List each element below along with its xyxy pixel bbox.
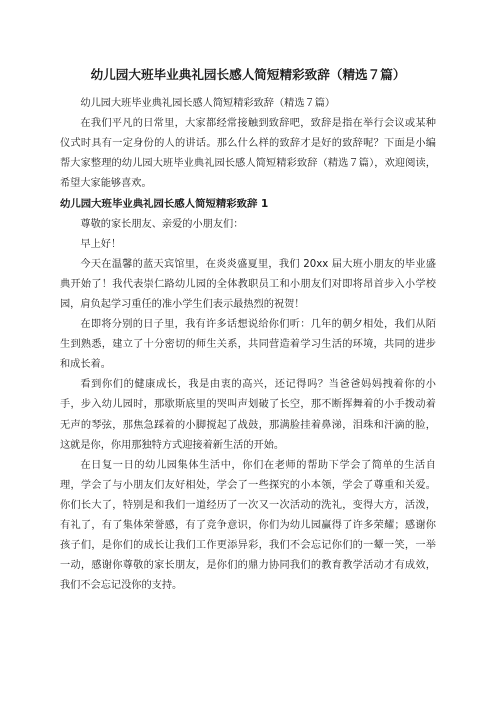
document-subtitle: 幼儿园大班毕业典礼园长感人简短精彩致辞（精选７篇）: [80, 98, 336, 109]
body-paragraph: 看到你们的健康成长，我是由衷的高兴，还记得吗？当爸爸妈妈拽着你的小手，步入幼儿园时，那歇斯底里的哭叫声划破了长空，那不断挥舞着的小手拨动着无声的琴弦，那焦急踩着的小脚搅起了战鼓，那满脸挂着鼻涕，泪珠和汗滴的脸，这就是你，你用那独特方式迎接着新生活的开始。: [60, 379, 436, 451]
intro-paragraph: 在我们平凡的日常里，大家都经常接触到致辞吧，致辞是指在举行会议或某种仪式时具有一定身份的人的讲话。那么什么样的致辞才是好的致辞呢？下面是小编帮大家整理的幼儿园大班毕业典礼园长感人简短精彩致辞（精选７篇），欢迎阅读，希望大家能够喜欢。: [60, 118, 436, 190]
document-title: 幼儿园大班毕业典礼园长感人简短精彩致辞（精选７篇）: [90, 67, 406, 82]
body-paragraph: 今天在温馨的蓝天宾馆里，在炎炎盛夏里，我们 20xx 届大班小朋友的毕业盛典开始了！我代表崇仁路幼儿园的全体教职员工和小朋友们对即将昂首步入小学校园，肩负起学习重任的准小学生们表示最热烈的祝贺！: [60, 258, 436, 310]
salutation-paragraph: 尊敬的家长朋友、亲爱的小朋友们：: [80, 218, 244, 230]
greeting-paragraph: 早上好！: [80, 238, 122, 250]
body-paragraph: 在日复一日的幼儿园集体生活中，你们在老师的帮助下学会了简单的生活自理，学会了与小朋友们友好相处，学会了一些探究的小本领，学会了尊重和关爱。你们长大了，特别是和我们一道经历了一次又一次活动的洗礼，变得大方，活泼，有礼了，有了集体荣誉感，有了竞争意识，你们为幼儿园赢得了许多荣耀；感谢你孩子们，是你们的成长让我们工作更添异彩，我们不会忘记你们的一颦一笑，一举一动，感谢你尊敬的家长朋友，是你们的鼎力协同我们的教育教学活动才有成效，我们不会忘记没你的支持。: [60, 459, 436, 592]
body-paragraph: 在即将分别的日子里，我有许多话想说给你们听：几年的朝夕相处，我们从陌生到熟悉，建立了十分密切的师生关系，共同营造着学习生活的环境，共同的进步和成长着。: [60, 319, 436, 371]
section-heading: 幼儿园大班毕业典礼园长感人简短精彩致辞 1: [60, 198, 269, 211]
